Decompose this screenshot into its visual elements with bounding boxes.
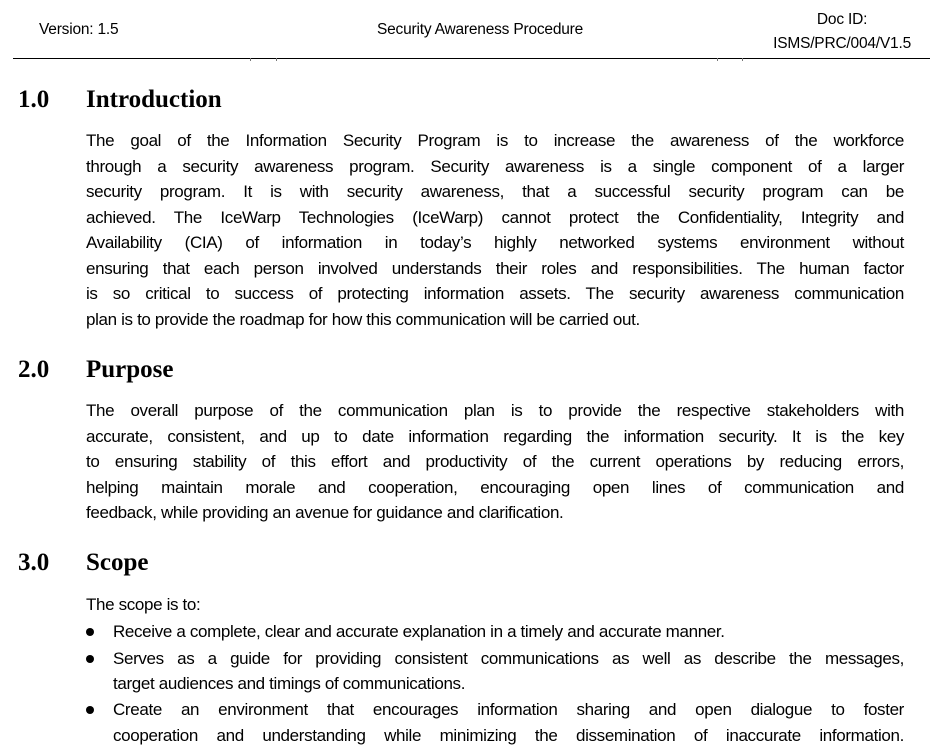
header-rule [13,58,930,59]
bullet-icon [86,706,94,714]
paragraph-line: accurate, consistent, and up to date information regarding the information security. It is the key [86,427,904,446]
list-item-line: target audiences and timings of communications. [113,674,466,693]
header-doc-id-label: Doc ID: [816,11,868,28]
paragraph-line: achieved. The IceWarp Technologies (IceWarp) cannot protect the Confidentiality, Integrity and [86,208,904,227]
header-doc-id-value: ISMS/PRC/004/V1.5 [773,35,911,52]
header-version: Version: 1.5 [39,21,119,38]
bullet-icon [86,655,94,663]
paragraph-line: feedback, while providing an avenue for guidance and clarification. [86,503,564,522]
paragraph-line: through a security awareness program. Security awareness is a single component of a larger [86,157,904,176]
section-title: Purpose [86,356,174,383]
list-item-line: Receive a complete, clear and accurate explanation in a timely and accurate manner. [113,622,725,641]
header-rule-tick [250,58,251,61]
header-doc-id [773,8,911,56]
list-item-line: Create an environment that encourages information sharing and open dialogue to foster [113,700,904,719]
section-title: Introduction [86,86,222,113]
header-rule-tick [276,58,277,61]
bullet-icon [86,628,94,636]
header-rule-tick [717,58,718,61]
paragraph-line: The goal of the Information Security Program is to increase the awareness of the workforce [86,131,904,150]
paragraph-line: helping maintain morale and cooperation, encouraging open lines of communication and [86,478,904,497]
paragraph-line: Availability (CIA) of information in today’s highly networked systems environment without [86,233,904,252]
paragraph-line: The overall purpose of the communication plan is to provide the respective stakeholders with [86,401,904,420]
header-title: Security Awareness Procedure [377,21,584,38]
paragraph-line: plan is to provide the roadmap for how this communication will be carried out. [86,310,640,329]
paragraph-line: security program. It is with security awareness, that a successful security program can be [86,182,904,201]
paragraph-line: to ensuring stability of this effort and productivity of the current operations by reducing errors, [86,452,904,471]
list-item-line: Serves as a guide for providing consistent communications as well as describe the messages, [113,649,904,668]
section-number: 2.0 [18,356,50,383]
section-number: 1.0 [18,86,50,113]
paragraph-line: is so critical to success of protecting information assets. The security awareness communication [86,284,904,303]
list-item-line: cooperation and understanding while minimizing the dissemination of inaccurate information. [113,726,904,745]
section-title: Scope [86,549,149,576]
header-rule-tick [742,58,743,61]
section-number: 3.0 [18,549,50,576]
paragraph-line: ensuring that each person involved understands their roles and responsibilities. The human factor [86,259,904,278]
scope-intro: The scope is to: [86,595,201,614]
